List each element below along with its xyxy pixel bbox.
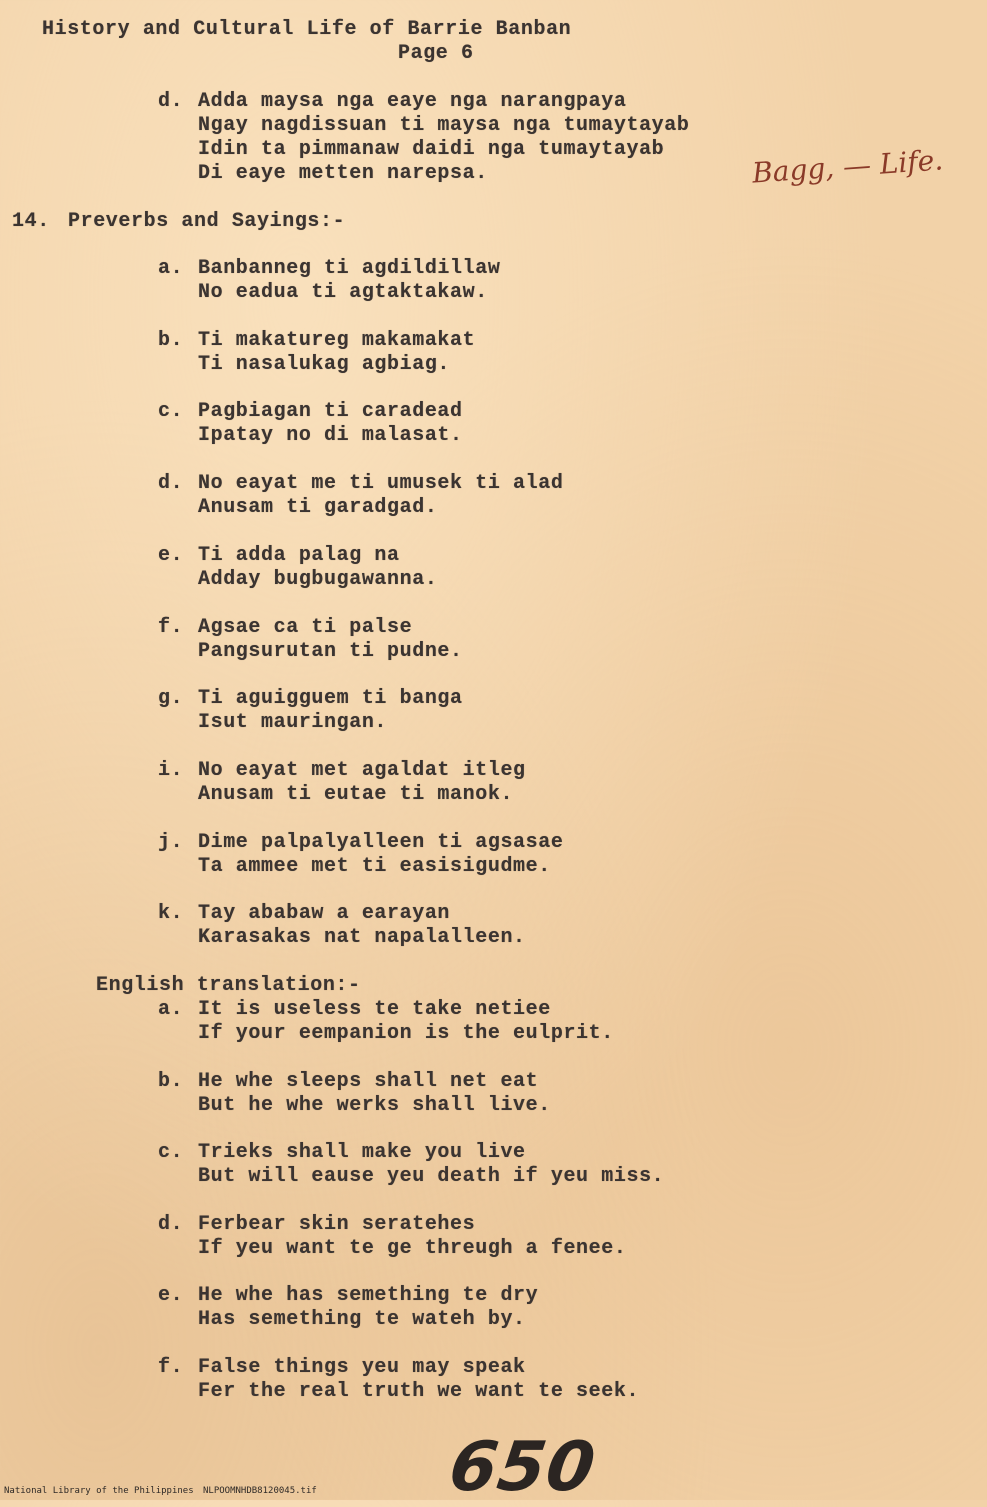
proverb-line: Isut mauringan. (198, 711, 388, 734)
poem-line: Ngay nagdissuan ti maysa nga tumaytayab (198, 114, 690, 137)
proverb-line: Banbanneg ti agdildillaw (198, 257, 501, 280)
poem-line: Di eaye metten narepsa. (198, 162, 488, 185)
translation-line: If your eempanion is the eulprit. (198, 1022, 614, 1045)
proverb-line: Anusam ti eutae ti manok. (198, 783, 514, 806)
proverb-line: Dime palpalyalleen ti agsasae (198, 831, 564, 854)
translation-line: Trieks shall make you live (198, 1141, 526, 1164)
proverb-line: No eadua ti agtaktakaw. (198, 281, 488, 304)
translation-line: But he whe werks shall live. (198, 1094, 551, 1117)
page-title: History and Cultural Life of Barrie Banban (42, 18, 572, 41)
item-letter: a. (158, 257, 184, 280)
margin-annotation: Bagg, — Life. (751, 143, 945, 190)
handwritten-page-number: 650 (444, 1428, 601, 1507)
translation-heading: English translation:- (96, 974, 361, 997)
proverb-line: No eayat me ti umusek ti alad (198, 472, 564, 495)
item-letter: k. (158, 902, 184, 925)
translation-line: But will eause yeu death if yeu miss. (198, 1165, 665, 1188)
item-letter: e. (158, 544, 184, 567)
item-letter: e. (158, 1284, 184, 1307)
footer-source: National Library of the Philippines (4, 1486, 194, 1496)
translation-line: It is useless te take netiee (198, 998, 551, 1021)
item-letter: c. (158, 400, 184, 423)
translation-line: Has semething te wateh by. (198, 1308, 526, 1331)
proverb-line: Ti adda palag na (198, 544, 400, 567)
footer-filename: NLPOOMNHDB8120045.tif (203, 1486, 317, 1496)
proverb-line: Pagbiagan ti caradead (198, 400, 463, 423)
translation-line: If yeu want te ge threugh a fenee. (198, 1237, 627, 1260)
section-number: 14. (12, 210, 50, 233)
item-letter: g. (158, 687, 184, 710)
proverb-line: Ta ammee met ti easisigudme. (198, 855, 551, 878)
item-letter: f. (158, 1356, 184, 1379)
item-letter: d. (158, 1213, 184, 1236)
item-letter: a. (158, 998, 184, 1021)
item-letter: b. (158, 329, 184, 352)
proverb-line: Karasakas nat napalalleen. (198, 926, 526, 949)
translation-line: He whe sleeps shall net eat (198, 1070, 539, 1093)
item-letter: c. (158, 1141, 184, 1164)
proverb-line: Ipatay no di malasat. (198, 424, 463, 447)
translation-line: Ferbear skin seratehes (198, 1213, 476, 1236)
item-letter: b. (158, 1070, 184, 1093)
proverb-line: No eayat met agaldat itleg (198, 759, 526, 782)
item-letter: d. (158, 90, 184, 113)
proverb-line: Adday bugbugawanna. (198, 568, 438, 591)
item-letter: j. (158, 831, 184, 854)
translation-line: Fer the real truth we want te seek. (198, 1380, 640, 1403)
proverb-line: Ti nasalukag agbiag. (198, 353, 451, 376)
section-title: Preverbs and Sayings:- (68, 210, 346, 233)
item-letter: f. (158, 616, 184, 639)
item-letter: d. (158, 472, 184, 495)
proverb-line: Ti aguigguem ti banga (198, 687, 463, 710)
proverb-line: Ti makatureg makamakat (198, 329, 476, 352)
proverb-line: Pangsurutan ti pudne. (198, 640, 463, 663)
page-label: Page 6 (398, 42, 474, 65)
translation-line: False things yeu may speak (198, 1356, 526, 1379)
item-letter: i. (158, 759, 184, 782)
proverb-line: Anusam ti garadgad. (198, 496, 438, 519)
translation-line: He whe has semething te dry (198, 1284, 539, 1307)
poem-line: Idin ta pimmanaw daidi nga tumaytayab (198, 138, 665, 161)
proverb-line: Tay ababaw a earayan (198, 902, 451, 925)
proverb-line: Agsae ca ti palse (198, 616, 413, 639)
poem-line: Adda maysa nga eaye nga narangpaya (198, 90, 627, 113)
